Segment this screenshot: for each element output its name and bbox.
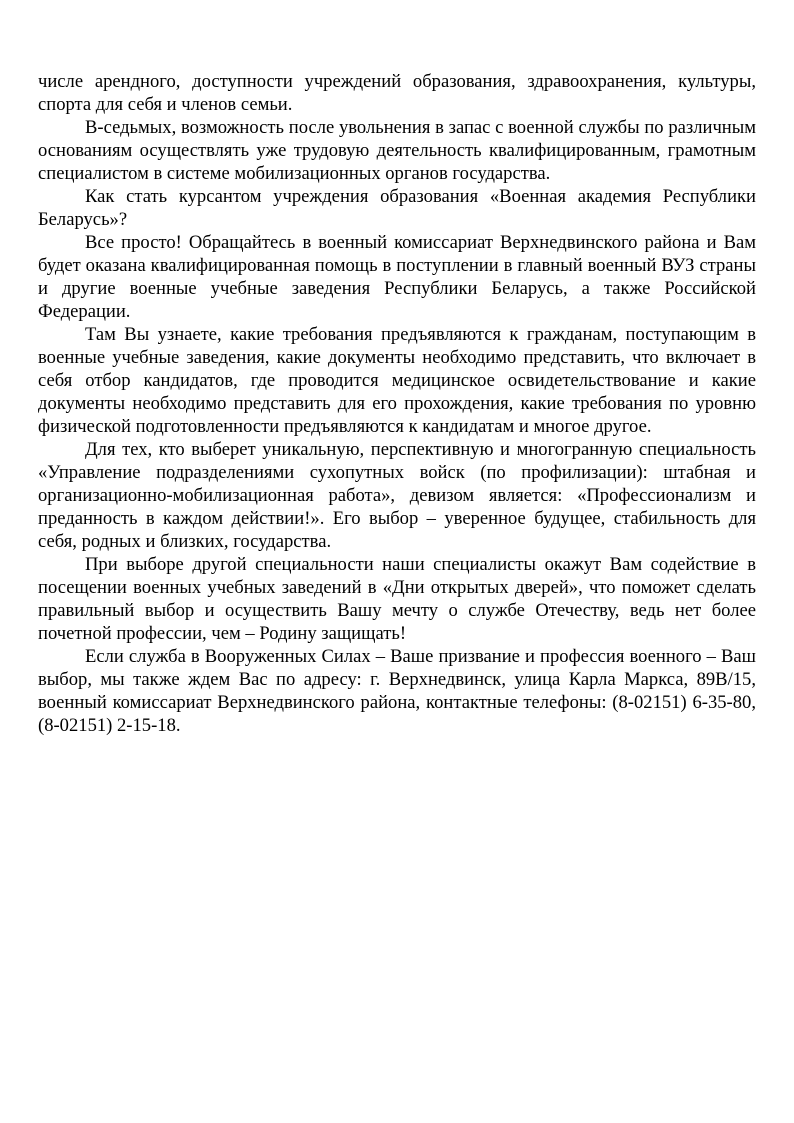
paragraph-seventh-reason: В-седьмых, возможность после увольнения в запас с военной службы по различным основаниям осуществлять уже трудовую деятельность квалифицированным, грамотным специалистом в системе мобилизационных органов государства. [38, 117, 756, 184]
document-page [38, 70, 756, 737]
paragraph-question: Как стать курсантом учреждения образования «Военная академия Республики Беларусь»? [38, 186, 756, 230]
paragraph-continuation: числе арендного, доступности учреждений образования, здравоохранения, культуры, спорта для себя и членов семьи. [38, 71, 756, 115]
paragraph-requirements: Там Вы узнаете, какие требования предъявляются к гражданам, поступающим в военные учебные заведения, какие документы необходимо представить, что включает в себя отбор кандидатов, где проводится медицинское освидетельствование и какие документы необходимо представить для его прохождения, какие требования по уровню физической подготовленности предъявляются к кандидатам и многое другое. [38, 324, 756, 437]
paragraph-specialty: Для тех, кто выберет уникальную, перспективную и многогранную специальность «Управление подразделениями сухопутных войск (по профилизации): штабная и организационно-мобилизационная работа», девизом является: «Профессионализм и преданность в каждом действии!». Его выбор – уверенное будущее, стабильность для себя, родных и близких, государства. [38, 439, 756, 552]
paragraph-answer: Все просто! Обращайтесь в военный комиссариат Верхнедвинского района и Вам будет оказана квалифицированная помощь в поступлении в главный военный ВУЗ страны и другие военные учебные заведения Республики Беларусь, а также Российской Федерации. [38, 232, 756, 322]
paragraph-open-days: При выборе другой специальности наши специалисты окажут Вам содействие в посещении военных учебных заведений в «Дни открытых дверей», что поможет сделать правильный выбор и осуществить Вашу мечту о службе Отечеству, ведь нет более почетной профессии, чем – Родину защищать! [38, 554, 756, 644]
paragraph-contacts: Если служба в Вооруженных Силах – Ваше призвание и профессия военного – Ваш выбор, мы также ждем Вас по адресу: г. Верхнедвинск, улица Карла Маркса, 89В/15, военный комиссариат Верхнедвинского района, контактные телефоны: (8-02151) 6-35-80, (8-02151) 2-15-18. [38, 646, 756, 736]
